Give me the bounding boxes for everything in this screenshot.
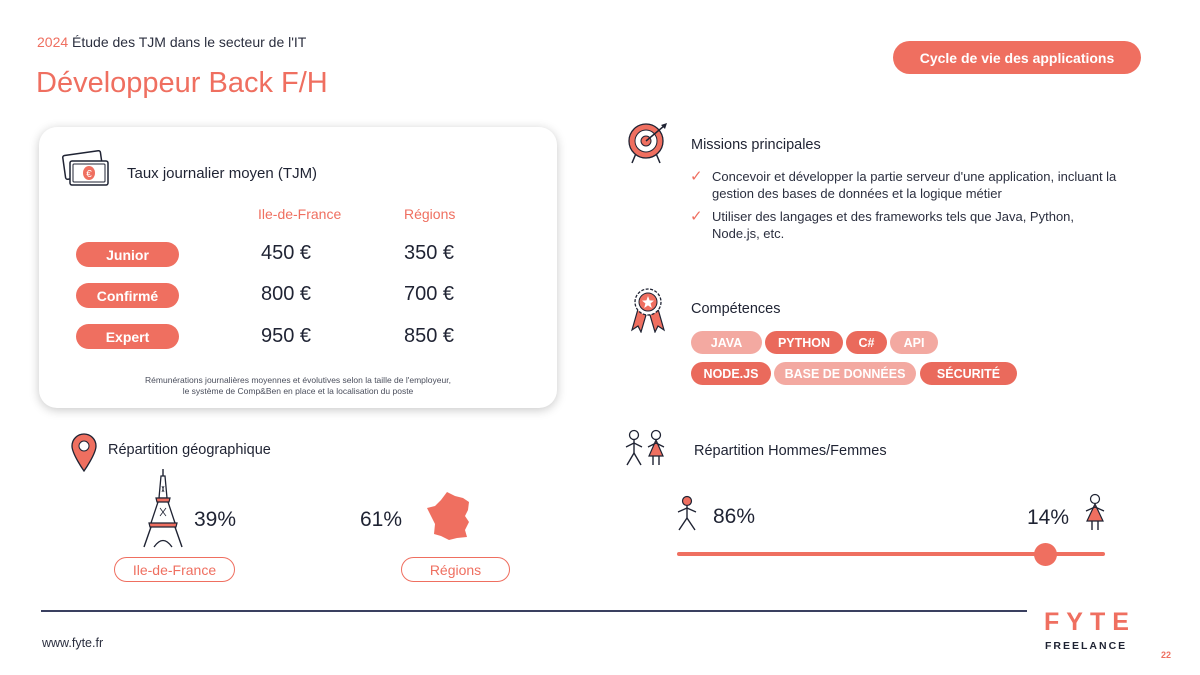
page-number: 22 (1161, 650, 1172, 660)
price-confirme-idf: 800 € (261, 283, 312, 305)
geo-title: Répartition géographique (108, 442, 271, 458)
skill-tag-security: SÉCURITÉ (920, 362, 1017, 385)
man-icon (674, 495, 700, 531)
footer-divider (41, 610, 1027, 612)
gender-women-percent: 14% (1027, 506, 1070, 529)
tjm-title: Taux journalier moyen (TJM) (127, 165, 318, 182)
col-head-regions: Régions (404, 206, 456, 222)
check-icon: ✓ (690, 208, 703, 225)
geo-idf-pill: Ile-de-France (114, 557, 235, 582)
man-woman-icon (622, 428, 670, 468)
geo-idf-percent: 39% (194, 508, 237, 531)
award-ribbon-icon (626, 287, 670, 333)
skill-tag-nodejs: NODE.JS (691, 362, 771, 385)
level-pill-confirme: Confirmé (76, 283, 179, 308)
target-icon (624, 121, 670, 165)
france-map-icon (425, 490, 475, 542)
location-pin-icon (70, 432, 98, 472)
tjm-note-line-2: le système de Comp&Ben en place et la localisation du poste (182, 386, 414, 396)
mission-item-1: Concevoir et développer la partie serveur d'une application, incluant la gestion des bases de données et la logique métier (712, 169, 1117, 201)
skill-tag-csharp: C# (846, 331, 887, 354)
report-subtitle (37, 34, 306, 50)
category-pill[interactable]: Cycle de vie des applications (893, 41, 1141, 74)
eiffel-tower-icon (142, 468, 184, 548)
skill-tag-java: JAVA (691, 331, 762, 354)
geo-regions-pill: Régions (401, 557, 510, 582)
check-icon: ✓ (690, 168, 703, 185)
price-confirme-regions: 700 € (404, 283, 455, 305)
skill-tag-api: API (890, 331, 938, 354)
report-year: 2024 (37, 34, 69, 50)
woman-icon (1082, 493, 1108, 531)
price-junior-idf: 450 € (261, 242, 312, 264)
col-head-idf: Ile-de-France (258, 206, 342, 222)
money-icon (62, 150, 112, 190)
gender-ratio-marker (1034, 543, 1057, 566)
tjm-note-line-1: Rémunérations journalières moyennes et évolutives selon la taille de l'employeur, (145, 375, 451, 385)
footer-url[interactable]: www.fyte.fr (42, 636, 104, 650)
brand-logo: FYTE (1044, 608, 1136, 636)
gender-title: Répartition Hommes/Femmes (694, 443, 887, 459)
skill-tag-python: PYTHON (765, 331, 843, 354)
gender-men-percent: 86% (713, 505, 756, 528)
missions-title: Missions principales (691, 137, 821, 153)
report-subtitle-text: Étude des TJM dans le secteur de l'IT (72, 34, 307, 50)
price-expert-regions: 850 € (404, 325, 455, 347)
competences-title: Compétences (691, 301, 781, 317)
price-junior-regions: 350 € (404, 242, 455, 264)
brand-subtitle: FREELANCE (1045, 640, 1128, 652)
mission-item-2: Utiliser des langages et des frameworks tels que Java, Python, Node.js, etc. (712, 209, 1075, 241)
geo-regions-percent: 61% (360, 508, 403, 531)
svg-text:€: € (86, 169, 92, 180)
page-title: Développeur Back F/H (36, 67, 328, 99)
level-pill-expert: Expert (76, 324, 179, 349)
level-pill-junior: Junior (76, 242, 179, 267)
price-expert-idf: 950 € (261, 325, 312, 347)
skill-tag-database: BASE DE DONNÉES (774, 362, 916, 385)
